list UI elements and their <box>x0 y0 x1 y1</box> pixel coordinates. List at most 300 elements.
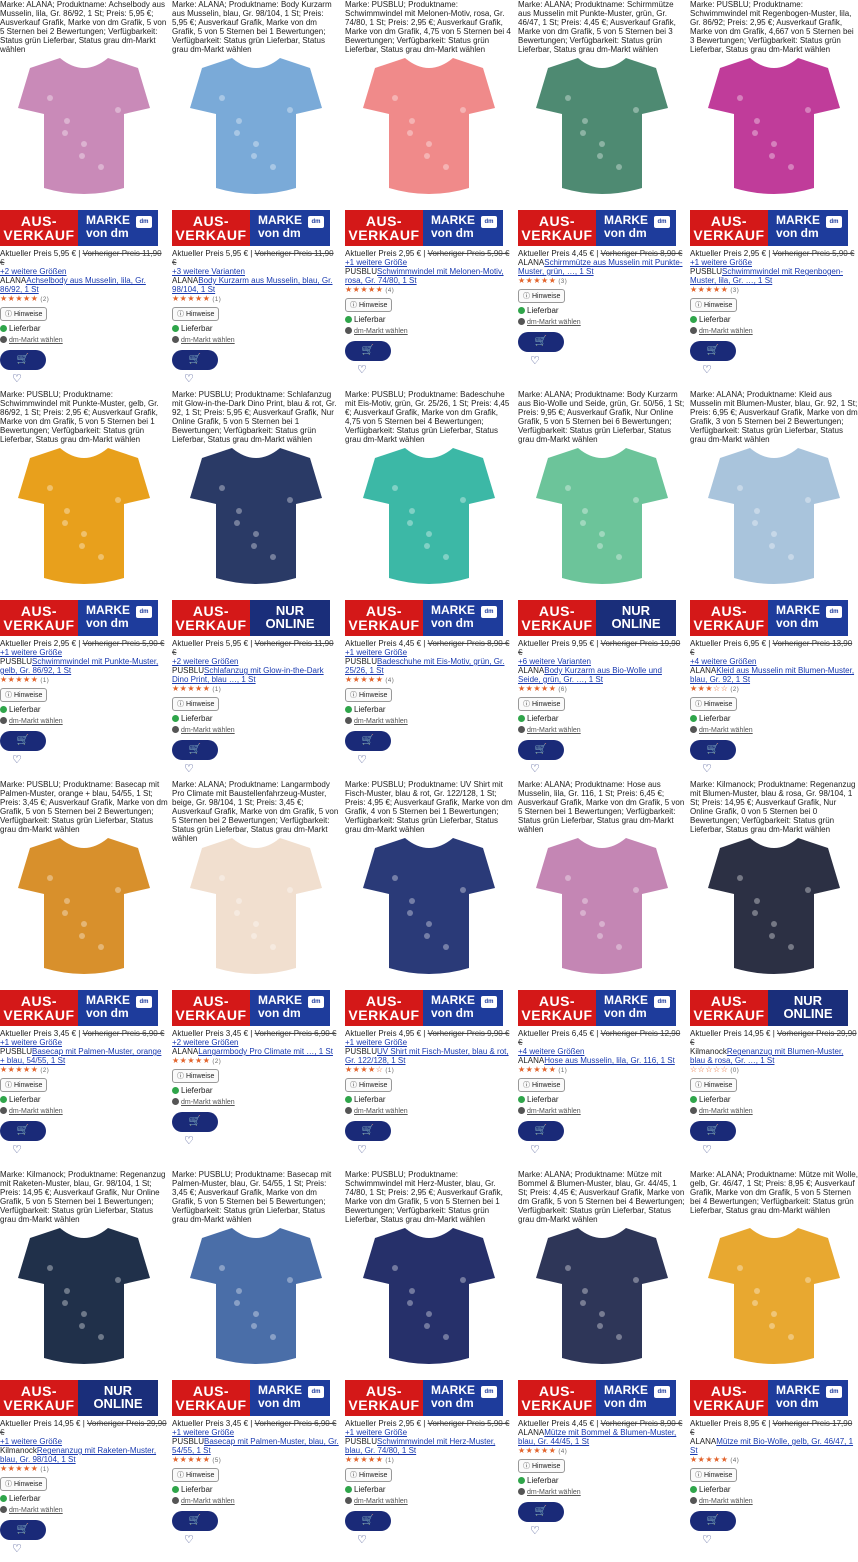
product-shape <box>708 58 840 194</box>
product-image[interactable] <box>518 828 686 986</box>
cart-icon: 🛒 <box>534 1125 548 1136</box>
product-shape <box>536 838 668 974</box>
pattern-dot <box>769 153 775 159</box>
heart-icon[interactable]: ♡ <box>184 1534 194 1546</box>
more-variants-link[interactable]: +4 weitere Größen <box>518 1047 585 1056</box>
pattern-dot <box>788 1334 794 1340</box>
pattern-dot <box>426 141 432 147</box>
product-name-link[interactable]: Body Kurzarm aus Musselin, blau, Gr. 98/104, 1 St <box>172 276 333 294</box>
brand-name: PUSBLU <box>345 657 378 666</box>
availability-delivery <box>690 1094 858 1105</box>
store-select-link[interactable]: dm-Markt wählen <box>527 1489 581 1496</box>
store-select-link[interactable]: dm-Markt wählen <box>527 319 581 326</box>
more-variants-link[interactable]: +2 weitere Größen <box>0 267 67 276</box>
product-name-link[interactable]: UV Shirt mit Fisch-Muster, blau & rot, Gr. 122/128, 1 St <box>345 1047 509 1065</box>
store-select-link[interactable]: dm-Markt wählen <box>181 1498 235 1505</box>
product-card <box>690 1170 858 1546</box>
brand-badge-line1: MARKE <box>431 1383 475 1397</box>
dm-brand-badge <box>423 210 503 246</box>
hinweise-button[interactable] <box>690 697 737 711</box>
product-title <box>172 1437 340 1455</box>
previous-price: Vorheriger Preis 6,90 € <box>254 1419 337 1428</box>
product-name-link[interactable]: Langarmbody Pro Climate mit …, 1 St <box>198 1047 333 1056</box>
info-icon: ⓘ <box>523 293 532 300</box>
product-name-link[interactable]: Schwimmwindel mit Punkte-Muster, gelb, Gr. 86/92, 1 St <box>0 657 159 675</box>
current-price: Aktueller Preis 5,95 € | <box>0 249 83 258</box>
product-title <box>0 1047 168 1065</box>
add-to-cart-button[interactable] <box>345 341 391 361</box>
current-price: Aktueller Preis 14,95 € | <box>0 1419 88 1428</box>
hinweise-button[interactable] <box>345 298 392 312</box>
online-only-badge <box>768 990 848 1026</box>
rating-count: (1) <box>558 1068 568 1074</box>
availability-store <box>690 1495 858 1507</box>
hinweise-button[interactable] <box>518 697 565 711</box>
product-name-link[interactable]: Mütze mit Bio-Wolle, gelb, Gr. 46/47, 1 St <box>690 1437 854 1455</box>
heart-icon[interactable]: ♡ <box>184 373 194 385</box>
heart-icon[interactable]: ♡ <box>357 754 367 766</box>
heart-icon[interactable]: ♡ <box>702 1144 712 1156</box>
price-line <box>518 1419 686 1428</box>
product-image[interactable] <box>690 48 858 206</box>
pattern-dot <box>424 933 430 939</box>
pattern-dot <box>754 898 760 904</box>
heart-icon[interactable]: ♡ <box>12 754 22 766</box>
product-name-link[interactable]: Schlafanzug mit Glow-in-the-Dark Dino Print, blau …, 1 St <box>172 666 324 684</box>
status-green-icon <box>0 706 7 713</box>
lieferbar-label: Lieferbar <box>354 1485 386 1494</box>
store-select-link[interactable]: dm-Markt wählen <box>527 727 581 734</box>
sale-badge <box>0 1380 78 1416</box>
product-image[interactable] <box>518 48 686 206</box>
brand-name: PUSBLU <box>345 1437 378 1446</box>
brand-badge-line1: MARKE <box>258 1383 302 1397</box>
price-line <box>690 639 858 657</box>
pattern-dot <box>633 1277 639 1283</box>
product-image[interactable] <box>0 1218 168 1376</box>
badge-row <box>345 1380 513 1416</box>
hinweise-button[interactable] <box>690 1078 737 1092</box>
product-title <box>690 1437 858 1455</box>
product-name-link[interactable]: Schwimmwindel mit Regenbogen-Muster, lila, Gr. …, 1 St <box>690 267 843 285</box>
product-name-link[interactable]: Regenanzug mit Blumen-Muster, blau & rosa, Gr. …, 1 St <box>690 1047 844 1065</box>
pattern-dot <box>234 1300 240 1306</box>
product-description: Marke: ALANA; Produktname: Kleid aus Musselin mit Blumen-Muster, blau, Gr. 92, 1 St; Preis: 6,95 €; Ausverkauf Grafik, Marke von dm Grafik, 3 von 5 Sternen bei 2 Bewertungen; Verfügbarkeit: Status grün Lieferbar, Status grau dm-Markt wählen <box>690 390 858 444</box>
pattern-dot <box>409 118 415 124</box>
add-to-cart-button[interactable] <box>690 341 736 361</box>
hinweise-button[interactable] <box>0 1078 47 1092</box>
product-name-link[interactable]: Basecap mit Palmen-Muster, blau, Gr. 54/55, 1 St <box>172 1437 339 1455</box>
pattern-dot <box>805 1277 811 1283</box>
heart-icon[interactable]: ♡ <box>357 1534 367 1546</box>
heart-icon[interactable]: ♡ <box>357 1144 367 1156</box>
sale-badge-line2: VERKAUF <box>521 227 593 243</box>
info-icon: ⓘ <box>695 1472 704 1479</box>
brand-name: Kilmanock <box>690 1047 727 1056</box>
pattern-dot <box>443 164 449 170</box>
status-grey-icon <box>345 1107 352 1114</box>
availability-delivery <box>345 314 513 325</box>
pattern-dot <box>771 141 777 147</box>
online-badge-line2: ONLINE <box>611 616 661 631</box>
rating-count: (5) <box>212 1458 222 1464</box>
product-name-link[interactable]: Body Kurzarm aus Bio-Wolle und Seide, grün, Gr. …, 1 St <box>518 666 662 684</box>
rating-stars: ★★★★★ (4) <box>518 1446 568 1455</box>
dm-brand-badge <box>768 1380 848 1416</box>
rating-stars: ★★★★★ (4) <box>690 1455 740 1464</box>
cart-icon: 🛒 <box>706 1125 720 1136</box>
add-to-cart-button[interactable] <box>0 1121 46 1141</box>
pattern-dot <box>409 898 415 904</box>
hinweise-button[interactable] <box>172 1468 219 1482</box>
rating-stars: ★★★★★ (2) <box>172 1056 222 1065</box>
lieferbar-label: Lieferbar <box>181 1485 213 1494</box>
sale-badge <box>172 600 250 636</box>
store-select-link[interactable]: dm-Markt wählen <box>527 1108 581 1115</box>
product-image[interactable] <box>518 1218 686 1376</box>
previous-price: Vorheriger Preis 29,90 € <box>690 1029 857 1047</box>
product-name-link[interactable]: Mütze mit Bommel & Blumen-Muster, blau, Gr. 44/45, 1 St <box>518 1428 677 1446</box>
status-green-icon <box>172 1486 179 1493</box>
brand-name: PUSBLU <box>0 1047 33 1056</box>
hinweise-button[interactable] <box>0 307 47 321</box>
lieferbar-label: Lieferbar <box>354 705 386 714</box>
hinweise-button[interactable] <box>518 1459 565 1473</box>
brand-badge-line1: MARKE <box>604 993 648 1007</box>
more-variants-link[interactable]: +1 weitere Größe <box>0 648 63 657</box>
pattern-dot <box>392 485 398 491</box>
product-title <box>518 1056 686 1065</box>
more-variants-link[interactable]: +2 weitere Größen <box>172 657 239 666</box>
store-select-link[interactable]: dm-Markt wählen <box>354 328 408 335</box>
badge-row <box>690 600 858 636</box>
rating-stars: ★★★★★ (6) <box>518 684 568 693</box>
badge-row <box>518 1380 686 1416</box>
pattern-dot <box>234 520 240 526</box>
info-icon: ⓘ <box>177 701 186 708</box>
add-to-cart-button[interactable] <box>345 1121 391 1141</box>
pattern-dot <box>754 118 760 124</box>
product-name-link[interactable]: Basecap mit Palmen-Muster, orange + blau, 54/55, 1 St <box>0 1047 162 1065</box>
current-price: Aktueller Preis 6,95 € | <box>690 639 773 648</box>
pattern-dot <box>234 910 240 916</box>
pattern-dot <box>79 153 85 159</box>
store-select-link[interactable]: dm-Markt wählen <box>354 718 408 725</box>
pattern-dot <box>769 933 775 939</box>
add-to-cart-button[interactable] <box>345 1511 391 1531</box>
dm-brand-badge <box>250 210 330 246</box>
sale-badge-line1: AUS- <box>365 1383 403 1399</box>
add-to-cart-button[interactable] <box>0 1520 46 1540</box>
store-select-link[interactable]: dm-Markt wählen <box>354 1108 408 1115</box>
sale-badge <box>172 1380 250 1416</box>
current-price: Aktueller Preis 2,95 € | <box>345 1419 428 1428</box>
store-select-link[interactable]: dm-Markt wählen <box>9 1108 63 1115</box>
availability-delivery <box>0 323 168 334</box>
more-variants-link[interactable]: +1 weitere Größe <box>345 258 408 267</box>
current-price: Aktueller Preis 4,45 € | <box>518 249 601 258</box>
more-variants-link[interactable]: +1 weitere Größe <box>690 258 753 267</box>
product-name-link[interactable]: Kleid aus Musselin mit Blumen-Muster, blau, Gr. 92, 1 St <box>690 666 855 684</box>
status-grey-icon <box>0 336 7 343</box>
pattern-dot <box>580 130 586 136</box>
add-to-cart-button[interactable] <box>518 1121 564 1141</box>
brand-badge-line2: von dm <box>86 616 129 630</box>
more-variants-link[interactable]: +2 weitere Größen <box>172 1038 239 1047</box>
brand-name: Kilmanock <box>0 1446 37 1455</box>
add-to-cart-button[interactable] <box>518 740 564 760</box>
lieferbar-label: Lieferbar <box>699 714 731 723</box>
sale-badge-line2: VERKAUF <box>3 1007 75 1023</box>
product-image[interactable] <box>345 1218 513 1376</box>
pattern-dot <box>580 520 586 526</box>
product-name-link[interactable]: Badeschuhe mit Eis-Motiv, grün, Gr. 25/26, 1 St <box>345 657 505 675</box>
product-shape <box>363 838 495 974</box>
badge-row <box>0 600 168 636</box>
hinweise-button[interactable] <box>172 307 219 321</box>
hinweise-label: Hinweise <box>185 1472 215 1479</box>
pattern-dot <box>236 1288 242 1294</box>
hinweise-button[interactable] <box>690 298 737 312</box>
sale-badge-line2: VERKAUF <box>693 617 765 633</box>
product-card <box>690 390 858 775</box>
product-name-link[interactable]: Hose aus Musselin, lila, Gr. 116, 1 St <box>544 1056 675 1065</box>
store-select-link[interactable]: dm-Markt wählen <box>699 328 753 335</box>
lieferbar-label: Lieferbar <box>9 1494 41 1503</box>
price-line <box>0 249 168 267</box>
heart-icon[interactable]: ♡ <box>12 373 22 385</box>
price-line <box>690 1029 858 1047</box>
brand-badge-line2: von dm <box>86 1006 129 1020</box>
lieferbar-label: Lieferbar <box>354 1095 386 1104</box>
heart-icon[interactable]: ♡ <box>184 763 194 775</box>
sale-badge-line1: AUS- <box>192 993 230 1009</box>
sale-badge <box>172 210 250 246</box>
product-image[interactable] <box>518 438 686 596</box>
sale-badge-line2: VERKAUF <box>175 1397 247 1413</box>
product-name-link[interactable]: Schwimmwindel mit Herz-Muster, blau, Gr. 74/80, 1 St <box>345 1437 496 1455</box>
hinweise-button[interactable] <box>518 289 565 303</box>
product-title <box>690 267 858 285</box>
product-description: Marke: ALANA; Produktname: Body Kurzarm aus Musselin, blau, Gr. 98/104, 1 St; Preis: 5,95 €; Ausverkauf Grafik, Marke von dm Grafik, 5 von 5 Sternen bei 1 Bewertungen; Verfügbarkeit: Status grün Lieferbar, Status grau dm-Markt wählen <box>172 0 332 54</box>
previous-price: Vorheriger Preis 6,90 € <box>82 1029 165 1038</box>
product-card <box>172 1170 340 1546</box>
more-variants-link[interactable]: +6 weitere Varianten <box>518 657 592 666</box>
product-image[interactable] <box>345 828 513 986</box>
hinweise-button[interactable] <box>0 1477 47 1491</box>
dm-logo-icon: dm <box>481 216 497 228</box>
price-line <box>172 1029 340 1038</box>
heart-icon[interactable]: ♡ <box>702 763 712 775</box>
heart-icon[interactable]: ♡ <box>357 364 367 376</box>
hinweise-button[interactable] <box>172 1069 219 1083</box>
sale-badge-line2: VERKAUF <box>3 227 75 243</box>
pattern-dot <box>270 944 276 950</box>
product-description: Marke: ALANA; Produktname: Body Kurzarm aus Bio-Wolle und Seide, grün, Gr. 50/56, 1 St; Preis: 9,95 €; Ausverkauf Grafik, Nur Online Grafik, 5 von 5 Sternen bei 6 Bewertungen; Verfügbarkeit: Status grün Lieferbar, Status grau dm-Markt wählen <box>518 390 685 444</box>
heart-icon[interactable]: ♡ <box>12 1144 22 1156</box>
product-description: Marke: ALANA; Produktname: Mütze mit Bommel & Blumen-Muster, blau, Gr. 44/45, 1 St; Preis: 4,45 €; Ausverkauf Grafik, Marke von dm Grafik, 5 von 5 Sternen bei 4 Bewertungen; Verfügbarkeit: Status grün Lieferbar, Status grau dm-Markt wählen <box>518 1170 685 1224</box>
hinweise-button[interactable] <box>345 1078 392 1092</box>
add-to-cart-button[interactable] <box>172 740 218 760</box>
rating-stars: ★★★★★ (5) <box>172 1455 222 1464</box>
product-shape <box>708 1228 840 1364</box>
add-to-cart-button[interactable] <box>518 332 564 352</box>
product-image[interactable] <box>172 828 340 986</box>
pattern-dot <box>616 554 622 560</box>
dm-logo-icon: dm <box>136 606 152 618</box>
availability-store <box>690 724 858 736</box>
rating-stars: ★★★★★ (3) <box>518 276 568 285</box>
pattern-dot <box>251 543 257 549</box>
hinweise-button[interactable] <box>0 688 47 702</box>
sale-badge-line1: AUS- <box>192 603 230 619</box>
product-description: Marke: Kilmanock; Produktname: Regenanzug mit Blumen-Muster, blau & rosa, Gr. 98/104, 1 St; Preis: 14,95 €; Ausverkauf Grafik, Nur Online Grafik, 0 von 5 Sternen bei 0 Bewertungen; Verfügbarkeit: Status grün Lieferbar, Status grau dm-Markt wählen <box>690 780 856 834</box>
add-to-cart-button[interactable] <box>172 350 218 370</box>
availability-store <box>0 334 168 346</box>
sale-badge-line1: AUS- <box>20 1383 58 1399</box>
more-variants-link[interactable]: +1 weitere Größe <box>345 648 408 657</box>
product-image[interactable] <box>172 438 340 596</box>
sale-badge-line2: VERKAUF <box>693 1397 765 1413</box>
hinweise-button[interactable] <box>518 1078 565 1092</box>
pattern-dot <box>47 95 53 101</box>
pattern-dot <box>582 508 588 514</box>
previous-price: Vorheriger Preis 8,90 € <box>427 639 510 648</box>
product-description: Marke: PUSBLU; Produktname: Basecap mit Palmen-Muster, blau, Gr. 54/55, 1 St; Preis: 3,45 €; Ausverkauf Grafik, Marke von dm Grafik, 5 von 5 Sternen bei 5 Bewertungen; Verfügbarkeit: Status grün Lieferbar, Status grau dm-Markt wählen <box>172 1170 332 1224</box>
dm-logo-icon: dm <box>308 1386 324 1398</box>
store-select-link[interactable]: dm-Markt wählen <box>9 337 63 344</box>
brand-badge-line2: von dm <box>258 1006 301 1020</box>
product-card <box>345 0 513 376</box>
dm-logo-icon: dm <box>826 606 842 618</box>
rating-count: (0) <box>730 1068 740 1074</box>
product-image[interactable] <box>690 1218 858 1376</box>
product-image[interactable] <box>345 48 513 206</box>
previous-price: Vorheriger Preis 9,90 € <box>427 1029 510 1038</box>
more-variants-link[interactable]: +1 weitere Größe <box>172 1428 235 1437</box>
store-select-link[interactable]: dm-Markt wählen <box>9 718 63 725</box>
sale-badge <box>172 990 250 1026</box>
product-image[interactable] <box>0 438 168 596</box>
brand-badge-line2: von dm <box>258 1396 301 1410</box>
product-image[interactable] <box>0 48 168 206</box>
availability-store <box>518 1486 686 1498</box>
lieferbar-label: Lieferbar <box>527 1476 559 1485</box>
store-select-link[interactable]: dm-Markt wählen <box>181 727 235 734</box>
more-variants-link[interactable]: +1 weitere Größe <box>345 1038 408 1047</box>
cart-icon: 🛒 <box>534 336 548 347</box>
more-variants-link[interactable]: +1 weitere Größe <box>345 1428 408 1437</box>
heart-icon[interactable]: ♡ <box>530 1144 540 1156</box>
heart-icon[interactable]: ♡ <box>530 763 540 775</box>
availability-delivery <box>0 1094 168 1105</box>
add-to-cart-button[interactable] <box>0 731 46 751</box>
heart-icon[interactable]: ♡ <box>184 1135 194 1147</box>
status-grey-icon <box>518 1488 525 1495</box>
sale-badge-line2: VERKAUF <box>175 227 247 243</box>
heart-icon[interactable]: ♡ <box>12 1543 22 1555</box>
heart-icon[interactable]: ♡ <box>702 1534 712 1546</box>
badge-row <box>345 990 513 1026</box>
product-name-link[interactable]: Achselbody aus Musselin, lila, Gr. 86/92, 1 St <box>0 276 146 294</box>
store-select-link[interactable]: dm-Markt wählen <box>699 727 753 734</box>
product-name-link[interactable]: Schirmmütze aus Musselin mit Punkte-Muster, grün, …, 1 St <box>518 258 683 276</box>
product-shape <box>708 448 840 584</box>
hinweise-button[interactable] <box>345 688 392 702</box>
lieferbar-label: Lieferbar <box>181 714 213 723</box>
heart-icon[interactable]: ♡ <box>702 364 712 376</box>
add-to-cart-button[interactable] <box>0 350 46 370</box>
more-variants-link[interactable]: +1 weitere Größe <box>0 1437 63 1446</box>
previous-price: Vorheriger Preis 19,90 € <box>518 639 681 657</box>
sale-badge-line2: VERKAUF <box>3 1397 75 1413</box>
store-select-link[interactable]: dm-Markt wählen <box>354 1498 408 1505</box>
rating-stars: ★★★★★ (1) <box>172 684 222 693</box>
pattern-dot <box>565 95 571 101</box>
heart-icon[interactable]: ♡ <box>530 1525 540 1537</box>
product-name-link[interactable]: Regenanzug mit Raketen-Muster, blau, Gr. 98/104, 1 St <box>0 1446 157 1464</box>
add-to-cart-button[interactable] <box>690 1121 736 1141</box>
availability-delivery <box>690 713 858 724</box>
hinweise-button[interactable] <box>345 1468 392 1482</box>
store-select-link[interactable]: dm-Markt wählen <box>9 1507 63 1514</box>
lieferbar-label: Lieferbar <box>354 315 386 324</box>
more-variants-link[interactable]: +3 weitere Varianten <box>172 267 246 276</box>
pattern-dot <box>407 1300 413 1306</box>
product-shape <box>190 1228 322 1364</box>
hinweise-button[interactable] <box>690 1468 737 1482</box>
store-select-link[interactable]: dm-Markt wählen <box>181 1099 235 1106</box>
product-title <box>172 666 340 684</box>
add-to-cart-button[interactable] <box>172 1112 218 1132</box>
status-green-icon <box>172 715 179 722</box>
more-variants-link[interactable]: +1 weitere Größe <box>0 1038 63 1047</box>
hinweise-button[interactable] <box>172 697 219 711</box>
add-to-cart-button[interactable] <box>690 1511 736 1531</box>
cart-icon: 🛒 <box>188 1515 202 1526</box>
product-image[interactable] <box>690 438 858 596</box>
brand-badge-line2: von dm <box>776 226 819 240</box>
pattern-dot <box>460 497 466 503</box>
store-select-link[interactable]: dm-Markt wählen <box>699 1108 753 1115</box>
dm-brand-badge <box>250 990 330 1026</box>
add-to-cart-button[interactable] <box>345 731 391 751</box>
more-variants-link[interactable]: +4 weitere Größen <box>690 657 757 666</box>
dm-brand-badge <box>78 990 158 1026</box>
product-name-link[interactable]: Schwimmwindel mit Melonen-Motiv, rosa, Gr. 74/80, 1 St <box>345 267 504 285</box>
pattern-dot <box>424 543 430 549</box>
pattern-dot <box>407 910 413 916</box>
product-image[interactable] <box>345 438 513 596</box>
product-image[interactable] <box>0 828 168 986</box>
store-select-link[interactable]: dm-Markt wählen <box>699 1498 753 1505</box>
status-grey-icon <box>690 327 697 334</box>
info-icon: ⓘ <box>350 1082 359 1089</box>
brand-badge-line2: von dm <box>431 1006 474 1020</box>
product-card <box>518 390 686 775</box>
add-to-cart-button[interactable] <box>690 740 736 760</box>
previous-price: Vorheriger Preis 8,90 € <box>600 1419 683 1428</box>
product-image[interactable] <box>690 828 858 986</box>
product-image[interactable] <box>172 48 340 206</box>
heart-icon[interactable]: ♡ <box>530 355 540 367</box>
store-select-link[interactable]: dm-Markt wählen <box>181 337 235 344</box>
availability-store <box>0 1105 168 1117</box>
info-icon: ⓘ <box>5 1481 14 1488</box>
product-image[interactable] <box>172 1218 340 1376</box>
add-to-cart-button[interactable] <box>518 1502 564 1522</box>
add-to-cart-button[interactable] <box>172 1511 218 1531</box>
